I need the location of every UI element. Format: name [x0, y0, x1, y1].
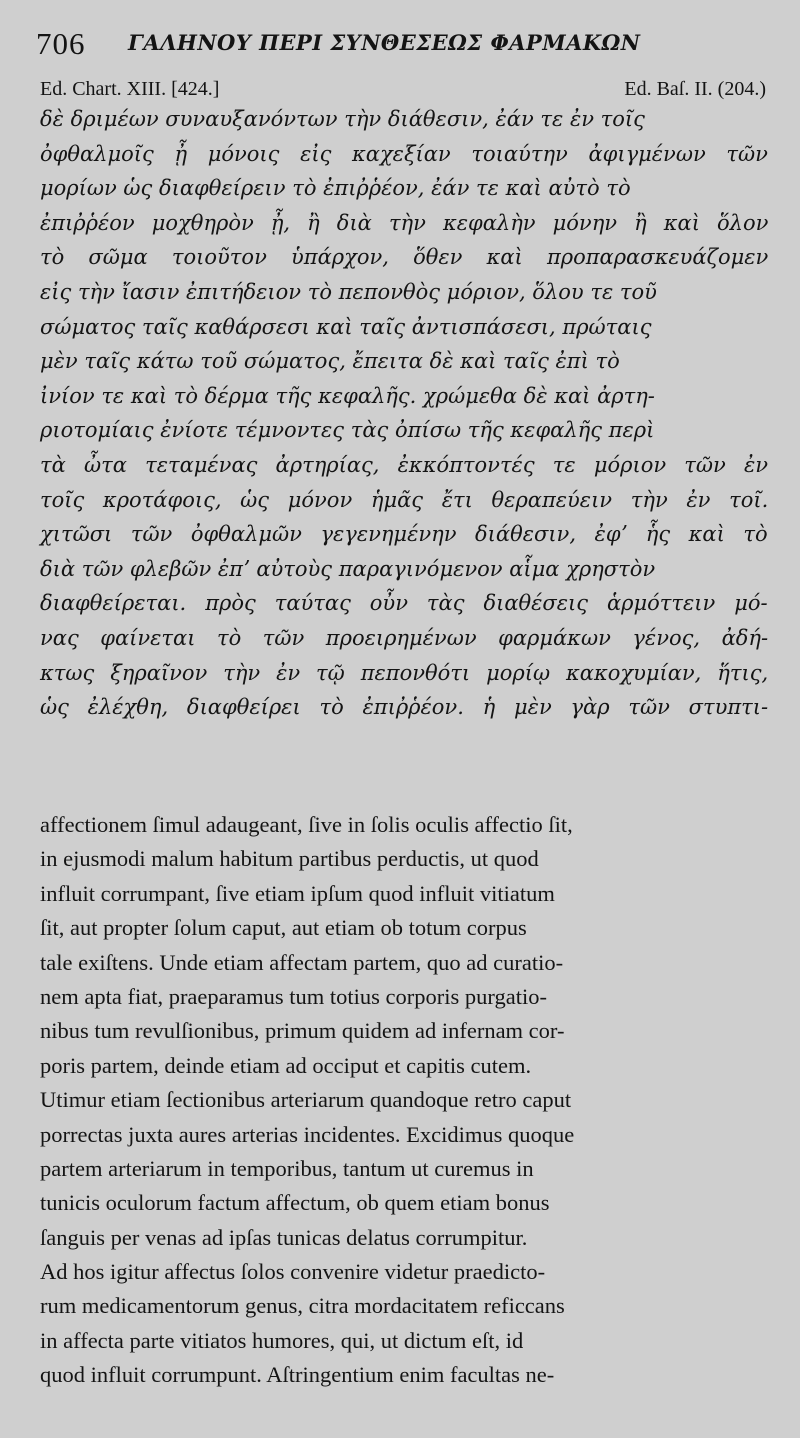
latin-text-line: porrectas juxta aures arterias incidentes. Excidimus quoque	[40, 1121, 575, 1147]
latin-text-line: ſanguis per venas ad ipſas tunicas delatus corrumpitur.	[40, 1224, 528, 1250]
edition-basel-ref: Ed. Baſ. II. (204.)	[624, 78, 766, 100]
greek-text-line: κτως ξηραῖνον τὴν ἐν τῷ πεπονθότι μορίῳ κακοχυμίαν, ἥτις,	[40, 660, 769, 685]
running-title: ΓΑΛΗΝΟΥ ΠΕΡΙ ΣΥΝΘΕΣΕΩΣ ΦΑΡΜΑΚΩΝ	[128, 30, 641, 55]
greek-text-line: διαφθείρεται. πρὸς ταύτας οὖν τὰς διαθέσεις ἁρμόττειν μό-	[40, 591, 768, 616]
greek-text-line: τοῖς κροτάφοις, ὡς μόνον ἡμᾶς ἔτι θεραπεύειν τὴν ἐν τοῖ.	[40, 487, 769, 512]
latin-text-line: nem apta fiat, praeparamus tum totius corporis purgatio-	[40, 983, 547, 1009]
latin-text-line: in affecta parte vitiatos humores, qui, ut dictum eſt, id	[40, 1327, 524, 1353]
greek-text-line: ἐπιῤῥέον μοχθηρὸν ᾖ, ἢ διὰ τὴν κεφαλὴν μόνην ἢ καὶ ὅλον	[40, 210, 769, 235]
latin-text-line: influit corrumpant, ſive etiam ipſum quod influit vitiatum	[40, 880, 555, 906]
greek-text-line: ὡς ἐλέχθη, διαφθείρει τὸ ἐπιῤῥέον. ἡ μὲν γὰρ τῶν στυπτι-	[40, 695, 769, 720]
greek-text-line: τὸ σῶμα τοιοῦτον ὑπάρχον, ὅθεν καὶ προπαρασκευάζομεν	[40, 245, 769, 270]
latin-text-line: partem arteriarum in temporibus, tantum ut curemus in	[40, 1155, 534, 1181]
greek-text-line: νας φαίνεται τὸ τῶν προειρημένων φαρμάκων γένος, ἀδή-	[40, 625, 769, 650]
greek-text-line: διὰ τῶν φλεβῶν ἐπʼ αὐτοὺς παραγινόμενον αἷμα χρηστὸν	[40, 556, 656, 581]
greek-text-line: ὀφθαλμοῖς ᾖ μόνοις εἰς καχεξίαν τοιαύτην ἀφιγμένων τῶν	[40, 141, 768, 166]
page-header	[36, 26, 766, 66]
greek-text-line: χιτῶσι τῶν ὀφθαλμῶν γεγενημένην διάθεσιν, ἐφʼ ἧς καὶ τὸ	[40, 522, 768, 547]
greek-text-line: μορίων ὡς διαφθείρειν τὸ ἐπιῤῥέον, ἐάν τε καὶ αὐτὸ τὸ	[40, 176, 631, 201]
latin-text-line: rum medicamentorum genus, citra mordacitatem reficcans	[40, 1293, 565, 1319]
greek-text-line: δὲ δριμέων συναυξανόντων τὴν διάθεσιν, ἐάν τε ἐν τοῖς	[40, 107, 645, 131]
greek-text-line: σώματος ταῖς καθάρσεσι καὶ ταῖς ἀντισπάσεσι, πρώταις	[40, 314, 652, 339]
greek-text-line: εἰς τὴν ἴασιν ἐπιτήδειον τὸ πεπονθὸς μόριον, ὅλου τε τοῦ	[40, 279, 657, 304]
latin-text-line: Ad hos igitur affectus ſolos convenire videtur praedicto-	[40, 1259, 546, 1285]
greek-text-block	[40, 102, 768, 725]
latin-text-line: tale exiſtens. Unde etiam affectam partem, quo ad curatio-	[40, 949, 564, 975]
latin-text-line: affectionem ſimul adaugeant, ſive in ſolis oculis affectio ſit,	[40, 812, 573, 837]
latin-text-line: poris partem, deinde etiam ad occiput et capitis cutem.	[40, 1052, 532, 1078]
latin-text-line: Utimur etiam ſectionibus arteriarum quandoque retro caput	[40, 1087, 572, 1113]
latin-text-line: in ejusmodi malum habitum partibus perductis, ut quod	[40, 846, 539, 872]
latin-text-line: quod influit corrumpunt. Aſtringentium enim facultas ne-	[40, 1362, 555, 1388]
edition-chart-ref: Ed. Chart. XIII. [424.]	[40, 78, 220, 100]
greek-text-line: τὰ ὦτα τεταμένας ἀρτηρίας, ἐκκόπτοντές τε μόριον τῶν ἐν	[40, 452, 768, 477]
latin-text-block	[40, 808, 768, 1393]
greek-text-line: ριοτομίαις ἐνίοτε τέμνοντες τὰς ὀπίσω τῆς κεφαλῆς περὶ	[40, 418, 655, 443]
latin-text-line: nibus tum revulſionibus, primum quidem ad infernam cor-	[40, 1018, 565, 1044]
page-number: 706	[36, 26, 86, 61]
latin-text-line: ſit, aut propter ſolum caput, aut etiam ob totum corpus	[40, 915, 527, 941]
greek-text-line: ἰνίον τε καὶ τὸ δέρμα τῆς κεφαλῆς. χρώμεθα δὲ καὶ ἀρτη-	[40, 383, 655, 408]
latin-text-line: tunicis oculorum factum affectum, ob quem etiam bonus	[40, 1190, 550, 1216]
greek-text-line: μὲν ταῖς κάτω τοῦ σώματος, ἔπειτα δὲ καὶ ταῖς ἐπὶ τὸ	[40, 349, 620, 374]
